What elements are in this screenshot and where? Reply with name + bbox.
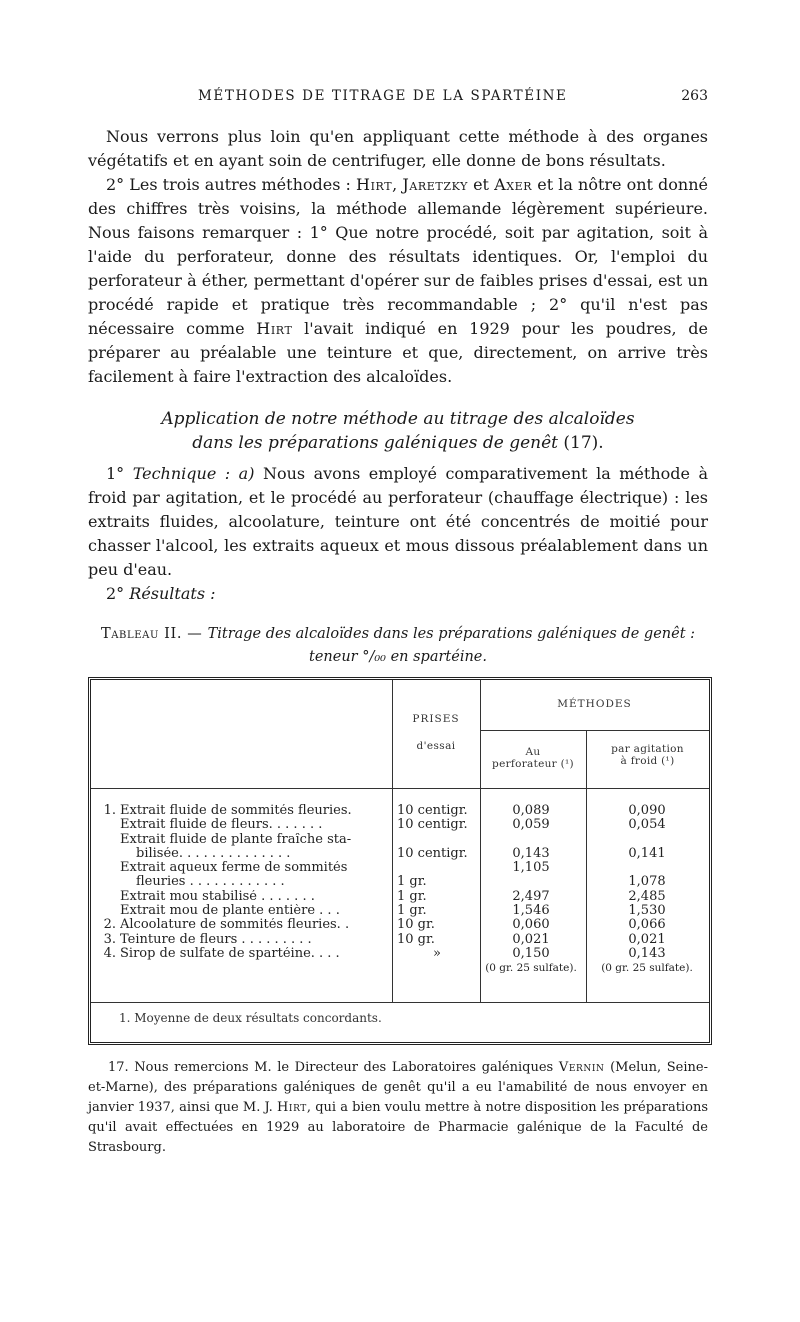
row-number <box>94 847 120 861</box>
text-run: (Melun, Seine-et-Marne), des préparations galéniques de genêt qu'il a eu l'amabilité de nous envoyer en janvier 1937, ainsi que M. J. <box>88 1060 708 1115</box>
row-number <box>94 833 120 847</box>
perforateur-cell: 2,497 <box>512 888 550 904</box>
prises-cell: 1 gr. <box>397 903 427 919</box>
perforateur-cell: 0,143 <box>512 845 550 861</box>
product-name: Sirop de sulfate de spartéine. . . . <box>120 946 340 961</box>
row-number <box>94 890 120 904</box>
text-run: et la nôtre ont donné des chiffres très voisins, la méthode allemande légèrement supérieure. Nous faisons remarquer : 1° Que notre procédé, soit par agitation, soit à l'aide du perforateur, donne des résultats identiques. Or, l'emploi du perforateur à éther, permettant d'opérer sur de faibles prises d'essai, est un procédé rapide et pratique très recommandable ; 2° qu'il n'est pas nécessaire comme <box>88 175 708 338</box>
prises-cell: 1 gr. <box>397 888 427 904</box>
table-footnote: 1. Moyenne de deux résultats concordants. <box>119 1011 382 1025</box>
perforateur-cell <box>481 833 581 847</box>
product-name: Extrait fluide de fleurs. . . . . . . <box>120 818 323 833</box>
results-table <box>88 677 712 1045</box>
author-name: Vernin <box>558 1060 605 1075</box>
paragraph-methods-comparison <box>88 173 708 389</box>
product-name: Extrait mou stabilisé . . . . . . . <box>120 889 315 904</box>
text-run: , <box>392 175 403 194</box>
agitation-cell <box>589 861 705 875</box>
perforateur-cell: 1,546 <box>512 903 550 919</box>
table-row <box>94 904 389 918</box>
prises-cell: 1 gr. <box>397 874 427 890</box>
prises-cell: 10 centigr. <box>397 845 468 861</box>
table-row <box>94 875 389 889</box>
prises-header-sub: d'essai <box>416 740 456 752</box>
prises-cell: 10 centigr. <box>397 817 468 833</box>
agitation-cell: 2,485 <box>628 888 666 904</box>
row-number: 3. <box>103 931 116 947</box>
text-run: l'avait indiqué en 1929 pour les poudres, de préparer au préalable une teinture et que, directement, on arrive très facilement à faire l'extraction des alcaloïdes. <box>88 319 708 386</box>
prises-cell: 10 gr. <box>397 917 435 933</box>
caption-line1 <box>88 623 708 646</box>
column-divider <box>392 680 393 1002</box>
perforateur-cell: 0,150 <box>512 945 550 961</box>
product-name: bilisée. . . . . . . . . . . . . . <box>136 846 291 861</box>
agitation-cell: 1,530 <box>628 903 666 919</box>
text-run: 17. Nous remercions M. le Directeur des Laboratoires galéniques <box>108 1060 559 1075</box>
agitation-column <box>589 804 705 976</box>
product-name: Extrait fluide de sommités fleuries. <box>120 804 352 818</box>
row-number: 4. <box>103 945 116 961</box>
paragraph-methods-text <box>88 173 708 389</box>
text-run: , qui a bien voulu mettre à notre disposition les préparations qu'il avait effectuées en 1929 au laboratoire de Pharmacie galénique de la Faculté de Strasbourg. <box>88 1100 708 1155</box>
author-name: Hirt <box>356 175 393 194</box>
agitation-cell: 1,078 <box>628 874 666 890</box>
table-row <box>94 804 389 818</box>
technique-paragraph <box>88 462 708 582</box>
section-heading-text: dans les préparations galéniques de genêt <box>192 433 558 453</box>
product-name: Extrait aqueux ferme de sommités <box>120 861 348 876</box>
table-caption <box>88 623 708 669</box>
agitation-cell: 0,054 <box>628 817 666 833</box>
section-heading-line2 <box>88 431 708 455</box>
perforateur-cell: 0,060 <box>512 917 550 933</box>
perforateur-header: Au <box>525 746 541 758</box>
product-name: fleuries . . . . . . . . . . . . <box>136 875 285 890</box>
row-number <box>94 861 120 875</box>
table-row <box>94 933 389 947</box>
agitation-cell: 0,141 <box>628 845 666 861</box>
running-title: MÉTHODES DE TITRAGE DE LA SPARTÉINE <box>198 88 568 104</box>
table-row <box>94 918 389 932</box>
running-header <box>88 88 708 114</box>
prises-column <box>397 804 477 976</box>
perforateur-column <box>481 804 581 976</box>
header-bottom-rule <box>91 788 709 789</box>
caption-label: Tableau II. — <box>100 626 208 642</box>
technique-section <box>88 462 708 606</box>
table-row <box>94 847 389 861</box>
product-column <box>94 804 389 961</box>
row-number: 1. <box>103 803 116 818</box>
perforateur-cell: 0,089 <box>512 803 550 818</box>
product-name: Extrait mou de plante entière . . . <box>120 904 340 919</box>
results-label: Résultats : <box>129 584 216 603</box>
prises-cell: 10 centigr. <box>397 803 468 818</box>
paragraph-intro <box>88 125 708 173</box>
text-run: et <box>467 175 495 194</box>
column-divider <box>586 730 587 1002</box>
perforateur-cell <box>481 875 581 889</box>
table-row <box>94 861 389 875</box>
agitation-cell: 0,066 <box>628 917 666 933</box>
paragraph-intro-text: Nous verrons plus loin qu'en appliquant cette méthode à des organes végétatifs et en ayant soin de centrifuger, elle donne de bons résultats. <box>88 127 708 170</box>
row-number: 2. <box>103 917 116 933</box>
text-run: 2° Les trois autres méthodes : <box>106 175 357 194</box>
row-number <box>94 818 120 832</box>
table-row <box>94 833 389 847</box>
prises-header: PRISES <box>412 713 460 725</box>
agitation-cell: 0,143 <box>628 945 666 961</box>
perforateur-header-sub: perforateur (¹) <box>492 758 574 770</box>
product-name: Teinture de fleurs . . . . . . . . . <box>120 932 312 947</box>
page-footnote <box>88 1058 708 1158</box>
agitation-header: par agitation <box>611 743 684 755</box>
agitation-cell: 0,021 <box>628 931 666 947</box>
perforateur-cell: 1,105 <box>512 860 550 876</box>
prises-cell <box>397 961 477 975</box>
author-name: Jaretzky <box>402 175 468 194</box>
agitation-header-sub: à froid (¹) <box>620 755 675 767</box>
perforateur-cell: 0,059 <box>512 817 550 833</box>
section-heading <box>88 407 708 455</box>
section-heading-line1: Application de notre méthode au titrage des alcaloïdes <box>161 409 635 429</box>
footnote-17 <box>88 1058 708 1158</box>
prises-cell <box>397 861 477 875</box>
product-name: Alcoolature de sommités fleuries. . <box>120 918 350 933</box>
results-heading <box>88 582 708 606</box>
product-name: Extrait fluide de plante fraîche sta- <box>120 832 352 847</box>
table-row <box>94 947 389 961</box>
agitation-cell <box>589 833 705 847</box>
footnote-reference: (17). <box>563 433 604 453</box>
author-name: Axer <box>494 175 533 194</box>
methodes-header: MÉTHODES <box>557 698 632 710</box>
text-run: 1° <box>106 464 133 483</box>
technique-label: Technique : a) <box>132 464 255 483</box>
header-divider <box>480 730 709 731</box>
caption-line2: teneur °/₀₀ en spartéine. <box>309 649 487 665</box>
row-number <box>94 904 120 918</box>
prises-cell: » <box>433 945 441 961</box>
perforateur-cell-note: (0 gr. 25 sulfate). <box>485 962 577 975</box>
row-number <box>94 875 120 889</box>
perforateur-cell: 0,021 <box>512 931 550 947</box>
table-bottom-rule <box>91 1002 709 1003</box>
caption-text: Titrage des alcaloïdes dans les préparations galéniques de genêt : <box>207 626 696 642</box>
page-number: 263 <box>681 88 708 104</box>
text-run: 2° <box>106 584 130 603</box>
prises-cell <box>397 833 477 847</box>
agitation-cell-note: (0 gr. 25 sulfate). <box>601 962 693 975</box>
prises-cell: 10 gr. <box>397 931 435 947</box>
text-run: Nous avons employé comparativement la méthode à froid par agitation, et le procédé au perforateur (chauffage électrique) : les extraits fluides, alcoolature, teinture ont été concentrés de moitié pour chasser l'alcool, les extraits aqueux et mous dissous préalablement dans un peu d'eau. <box>88 464 709 579</box>
author-name: Hirt <box>256 319 293 338</box>
agitation-cell: 0,090 <box>628 803 666 818</box>
author-name: Hirt <box>276 1100 307 1115</box>
table-row <box>94 818 389 832</box>
table-row <box>94 890 389 904</box>
